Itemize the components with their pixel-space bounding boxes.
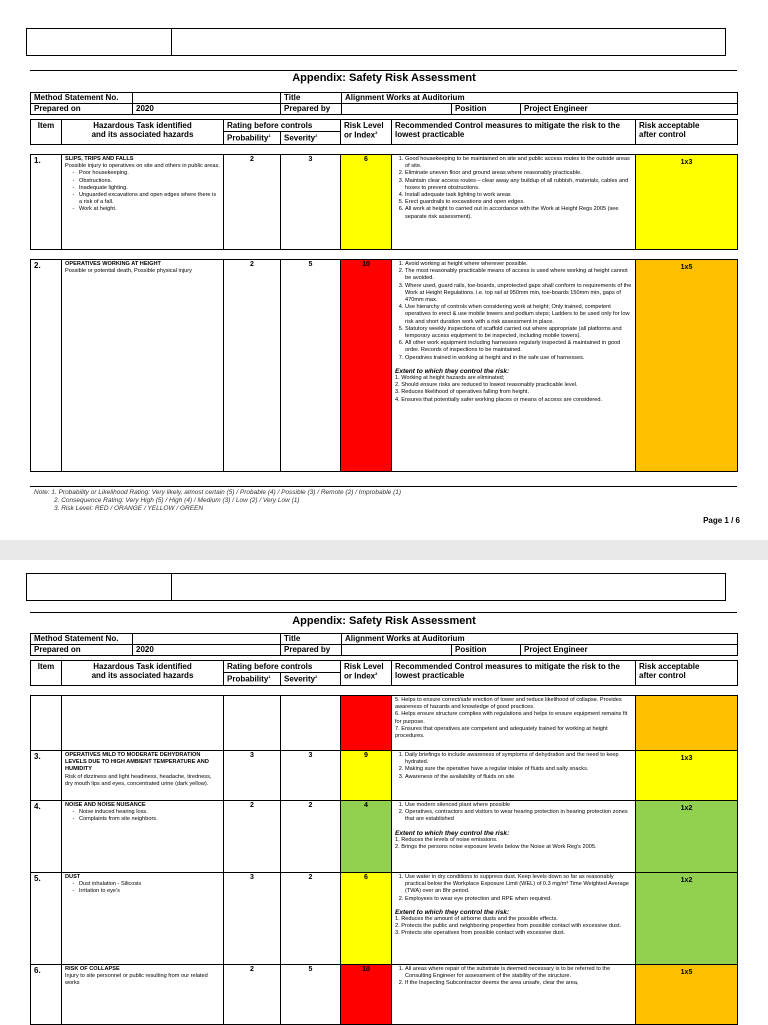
hazard-cell: NOISE AND NOISE NUISANCE - Noise induced hearing loss. - Complaints from site neighbors. <box>62 801 224 873</box>
prepared-on-value: 2020 <box>133 645 281 656</box>
page-gap <box>0 540 768 560</box>
col-risk: Risk Level or Index$^3$ <box>341 661 392 686</box>
column-header <box>30 119 738 145</box>
position-value: Project Engineer <box>521 645 738 656</box>
prepared-by-label: Prepared by <box>281 104 342 115</box>
col-accept: Risk acceptable after control <box>636 120 738 145</box>
notes: Note: 1. Probability or Likelihood Rating: Very likely, almost certain (5) / Probable (4) / Possible (3) / Remote (2) / Improbable (1) 2. Consequence Rating: Very High (5) / High (4) / Medium (3) / Low (2) / Very Low (1) 3. Risk Level: RED / ORANGE / YELLOW / GREEN <box>34 489 402 512</box>
position-label: Position <box>452 104 521 115</box>
risk-acceptable-value: 1x3 <box>636 751 738 801</box>
col-measures: Recommended Control measures to mitigate the risk to the lowest practicable <box>392 661 636 686</box>
col-rating: Rating before controls <box>224 661 341 673</box>
item-number: 2. <box>31 260 62 472</box>
risk-acceptable-value: 1x5 <box>636 260 738 472</box>
risk-acceptable-value: 1x5 <box>636 965 738 1025</box>
col-rating: Rating before controls <box>224 120 341 132</box>
risk-table-continued <box>30 695 738 1025</box>
title-value: Alignment Works at Auditorium <box>342 93 738 104</box>
col-severity: Severity$^2$ <box>281 132 341 145</box>
severity-value: 5 <box>281 965 341 1025</box>
item-number: 3. <box>31 751 62 801</box>
extent-heading: Extent to which they control the risk: <box>395 908 510 916</box>
control-measures: 1. Use water in dry conditions to suppress dust. Keep levels down so far as reasonably practical below the Workplace Exposure Limit (WEL) of 0.3 mg/m³ Time Weighted Average (TWA) over an 8hr period. 2. Employees to wear eye protection and RPE when required. Extent to which they control the risk: 1. Reduces the amount of airborne dusts and the possible effects. 2. Protects the public and neighboring properties from possible contact with excessive dust. 3. Protects site operatives from possible contact with excessive dust. <box>392 873 636 965</box>
probability-value: 3 <box>224 873 281 965</box>
risk-level-badge: 9 <box>341 751 392 801</box>
prepared-by-label: Prepared by <box>281 645 342 656</box>
column-header <box>30 660 738 686</box>
position-value: Project Engineer <box>521 104 738 115</box>
probability-value: 2 <box>224 801 281 873</box>
risk-row-2 <box>30 259 738 472</box>
method-statement-label: Method Statement No. <box>31 634 133 645</box>
severity-value: 2 <box>281 873 341 965</box>
risk-row-6 <box>31 965 738 1025</box>
risk-acceptable-value: 1x2 <box>636 801 738 873</box>
hazard-cell: SLIPS, TRIPS AND FALLS Possible injury to operatives on site and others in public areas. - Poor housekeeping. - Obstructions. - Inadequate lighting. - Unguarded excavations and open edges where there is a risk of a fall. - Work at height. <box>62 155 224 250</box>
col-probability: Probability$^1$ <box>224 673 281 686</box>
probability-value: 2 <box>224 260 281 472</box>
risk-level-badge: 10 <box>341 965 392 1025</box>
control-measures: 5. Helps to ensure correct/safe erection of tower and reduce likelihood of collapse. Provides awareness of hazards and knowledge of good practices. 6. Helps ensure structure complies with regulations and helps to ensure equipment remains fit for purpose. 7. Ensures that operatives are competent and adequately trained for working at height procedures. <box>392 696 636 751</box>
extent-heading: Extent to which they control the risk: <box>395 367 510 375</box>
risk-level-badge: 6 <box>341 873 392 965</box>
probability-value: 2 <box>224 155 281 250</box>
severity-value: 3 <box>281 751 341 801</box>
control-measures: 1. All areas where repair of the substrate is deemed necessary is to be referred to the Consulting Engineer for assessment of the stability of the structure. 2. If the Inspecting Subcontractor deems the area unsafe, clear the area, <box>392 965 636 1025</box>
severity-value: 3 <box>281 155 341 250</box>
severity-value: 5 <box>281 260 341 472</box>
col-hazard: Hazardous Task identified and its associated hazards <box>62 120 224 145</box>
severity-value: 2 <box>281 801 341 873</box>
hazard-cell: OPERATIVES WORKING AT HEIGHT Possible or potential death, Possible physical injury <box>62 260 224 472</box>
title-label: Title <box>281 93 342 104</box>
page-title: Appendix: Safety Risk Assessment <box>292 72 476 84</box>
risk-level-badge: 4 <box>341 801 392 873</box>
page-2 <box>0 560 768 1024</box>
hazard-cell: DUST - Dust inhalation - Silicosis - Irritation to eye's <box>62 873 224 965</box>
notes-rule <box>30 486 737 487</box>
col-item: Item <box>31 120 62 145</box>
prepared-on-label: Prepared on <box>31 104 133 115</box>
risk-row-1 <box>30 154 738 250</box>
risk-row-4 <box>31 801 738 873</box>
risk-row-2-continued <box>31 696 738 751</box>
col-severity: Severity$^2$ <box>281 673 341 686</box>
risk-level-badge: 6 <box>341 155 392 250</box>
probability-value: 3 <box>224 751 281 801</box>
title-value: Alignment Works at Auditorium <box>342 634 738 645</box>
header-rule <box>30 612 737 613</box>
hazard-cell: OPERATIVES MILD TO MODERATE DEHYDRATION LEVELS DUE TO HIGH AMBIENT TEMPERATURE AND HUMIDITY Risk of dizziness and light headiness, headache, tiredness, dry mouth lips and eyes, concentrated urine (dark yellow). <box>62 751 224 801</box>
control-measures: 1. Daily briefings to include awareness of symptoms of dehydration and the need to keep hydrated. 2. Making sure the operative have a regular intake of fluids and salty snacks. 3. Awareness of the availability of fluids on site <box>392 751 636 801</box>
item-number: 4. <box>31 801 62 873</box>
header-box <box>26 573 726 601</box>
meta-table <box>30 92 738 115</box>
risk-acceptable-value: 1x3 <box>636 155 738 250</box>
header-box <box>26 28 726 56</box>
col-probability: Probability$^1$ <box>224 132 281 145</box>
title-label: Title <box>281 634 342 645</box>
position-label: Position <box>452 645 521 656</box>
col-item: Item <box>31 661 62 686</box>
meta-table <box>30 633 738 656</box>
risk-acceptable-value <box>636 696 738 751</box>
risk-level-badge: 10 <box>341 260 392 472</box>
control-measures: 1. Use modern silenced plant where possible 2. Operatives, contractors and visitors to wear hearing protection in hearing protection zones that are established Extent to which they control the risk: 1. Reduces the levels of noise emissions. 2. Brings the persons noise exposure levels below the Noise at Work Reg's 2005. <box>392 801 636 873</box>
header-rule <box>30 70 737 71</box>
risk-row-3 <box>31 751 738 801</box>
col-hazard: Hazardous Task identified and its associated hazards <box>62 661 224 686</box>
hazard-cell: RISK OF COLLAPSE Injury to site personnel or public resulting from our related works <box>62 965 224 1025</box>
prepared-on-value: 2020 <box>133 104 281 115</box>
col-accept: Risk acceptable after control <box>636 661 738 686</box>
prepared-on-label: Prepared on <box>31 645 133 656</box>
page-number: Page 1 / 6 <box>703 516 740 525</box>
control-measures: 1. Avoid working at height where wherever possible. 2. The most reasonably practicable means of access is used where working at height cannot be avoided. 3. Where used, guard rails, toe-boards, unprotected gaps shall conform to requirements of the Work at Height Regulations. i.e. top rail at 950mm min, toe-boards 150mm min, gaps of 470mm max. 4. Use hierarchy of controls when considering work at height; Only trained, competent operatives to erect & use mobile towers and podium steps; Ladders to be used only for low risk and short duration work with a risk assessment in place. 5. Statutory weekly inspections of scaffold carried out where appropriate (all platforms and temporary access equipment to be inspected, including mobile towers). 6. All other work equipment including harnesses regularly inspected & maintained in good order. Records of inspections to be maintained. 7. Operatives trained in working at height and in the safe use of harnesses. Extent to which they control the risk: 1. Working at height hazards are eliminated; 2. Should ensure risks are reduced to lowest reasonably practicable level. 3. Reduces likelihood of operatives falling from height. 4. Ensures that potentially safer working places or means of access are considered. <box>392 260 636 472</box>
probability-value: 2 <box>224 965 281 1025</box>
item-number: 1. <box>31 155 62 250</box>
control-measures: 1. Good housekeeping to be maintained on site and public access routes to the outside areas of site. 2. Eliminate uneven floor and ground areas where reasonably practicable. 3. Maintain clear access routes – clear away any buildup of all rubbish, materials, cables and hoses to prevent obstructions. 4. Install adequate task lighting to work areas 5. Erect guardrails to excavations and open edges. 6. All work at height to carried out in accordance with the Work at Height Regs 2005 (see separate risk assessment). <box>392 155 636 250</box>
risk-acceptable-value: 1x2 <box>636 873 738 965</box>
extent-heading: Extent to which they control the risk: <box>395 829 510 837</box>
risk-row-5 <box>31 873 738 965</box>
risk-level-badge <box>341 696 392 751</box>
item-number: 5. <box>31 873 62 965</box>
col-measures: Recommended Control measures to mitigate the risk to the lowest practicable <box>392 120 636 145</box>
page-title: Appendix: Safety Risk Assessment <box>292 615 476 627</box>
col-risk: Risk Level or Index$^3$ <box>341 120 392 145</box>
item-number: 6. <box>31 965 62 1025</box>
method-statement-label: Method Statement No. <box>31 93 133 104</box>
